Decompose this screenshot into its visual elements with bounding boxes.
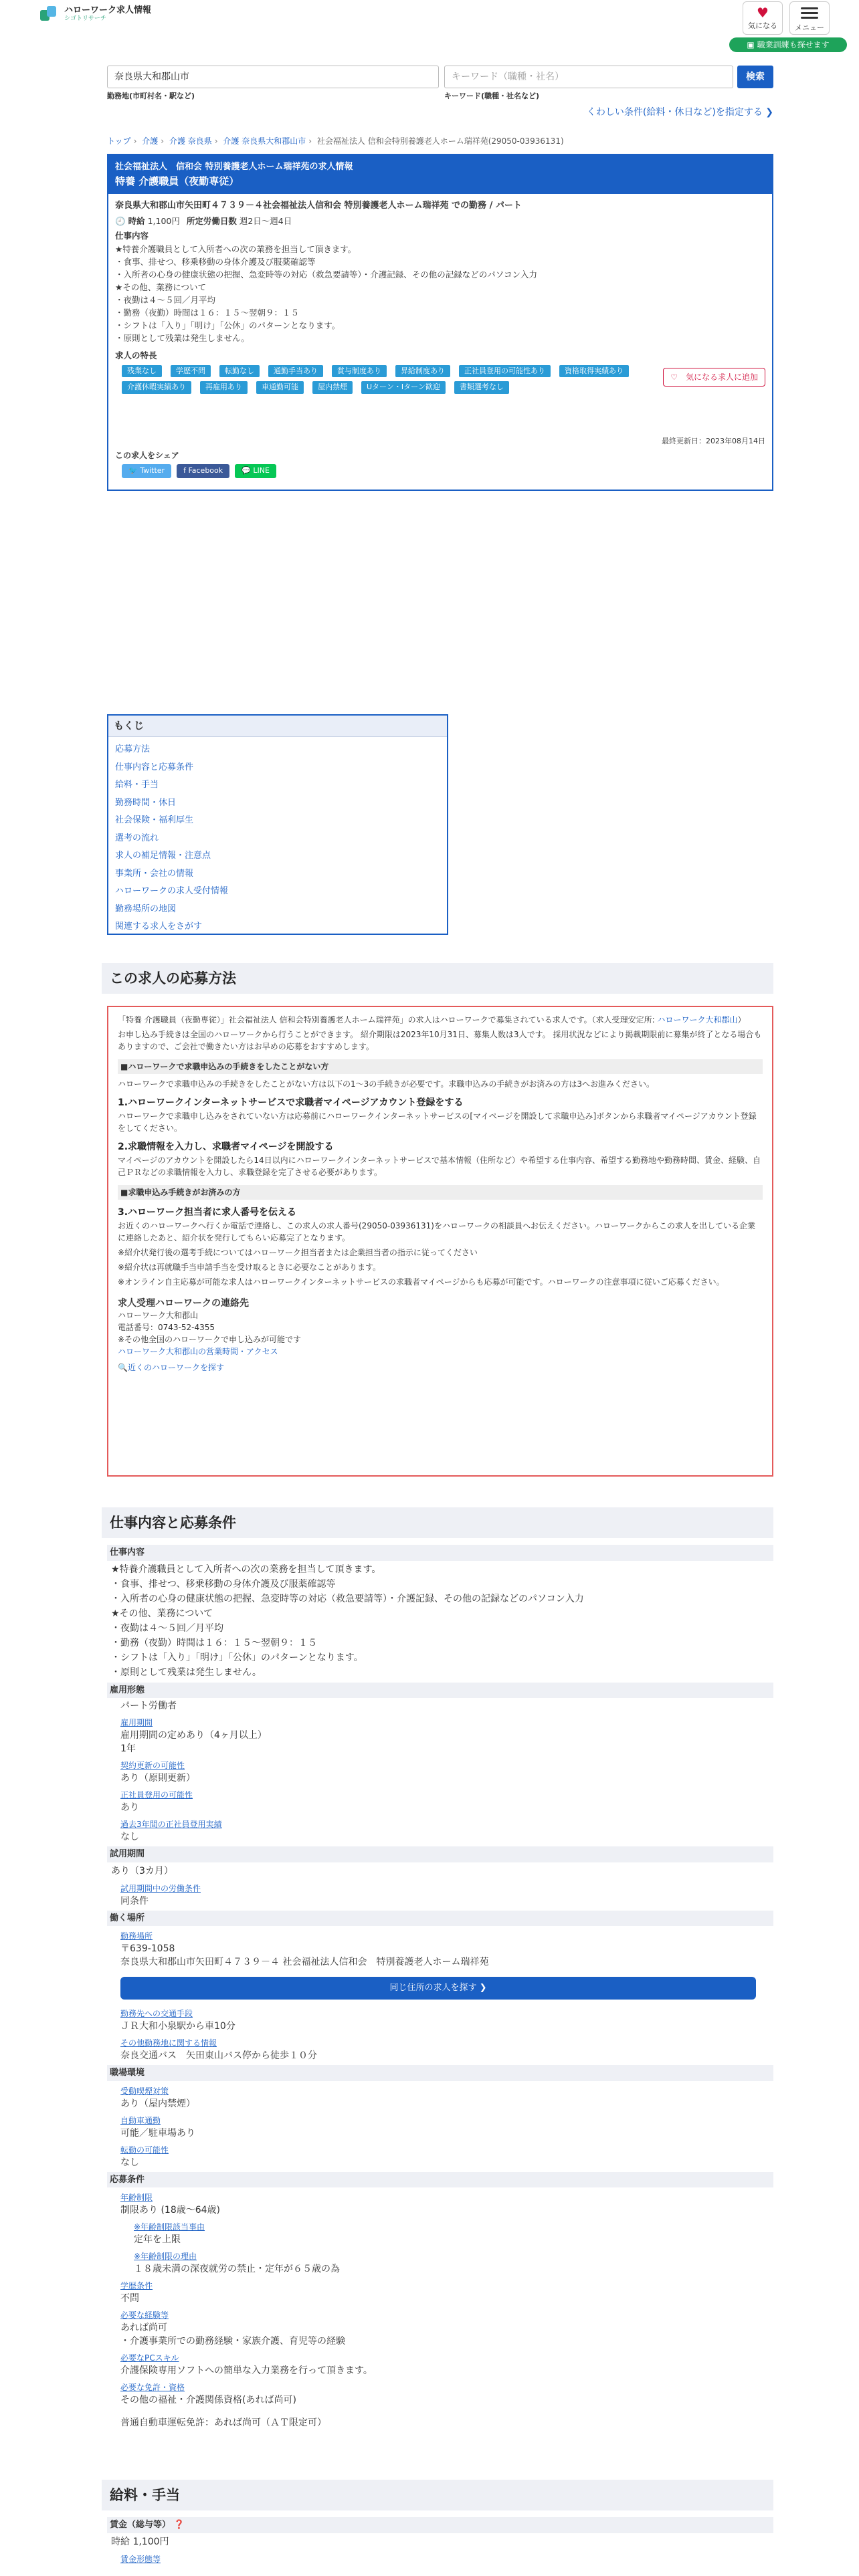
favorites-label: 気になる <box>748 21 777 30</box>
breadcrumb-care-nara[interactable]: 介護 奈良県 <box>169 136 212 146</box>
salary-heading: 給料・手当 <box>102 2480 773 2510</box>
toc-item[interactable]: 勤務場所の地図 <box>115 903 177 914</box>
line-icon: 💬 <box>242 466 254 475</box>
logo-mark-icon <box>40 6 60 22</box>
toc-item[interactable]: 関連する求人をさがす <box>115 922 203 932</box>
twitter-icon: 🐦 <box>128 466 140 475</box>
company-heading: 社会福祉法人 信和会 特別養護老人ホーム瑞祥苑の求人情報 <box>115 162 353 172</box>
step2-text: マイページのアカウントを開設したら14日以内にハローワークインターネットサービスで基本情報（住所など）や希望する仕事内容、希望する勤務地や勤務時間、賃金、経験、自己ＰＲなどの求職情報を入力し、求職登録を完了させる必要があります。 <box>118 1156 761 1177</box>
feature-tag[interactable]: 車通勤可能 <box>256 381 304 394</box>
facebook-icon: f <box>183 466 189 475</box>
search-button[interactable]: 検索 <box>737 66 773 88</box>
place-input[interactable]: 奈良県大和郡山市 <box>107 66 439 88</box>
cat-env: 職場環境 <box>107 2065 773 2081</box>
features-label: 求人の特長 <box>115 350 157 360</box>
feature-tag[interactable]: 賞与制度あり <box>332 365 387 378</box>
step2-title: 2.求職情報を入力し、求職者マイページを開設する <box>118 1142 334 1152</box>
place-hint: 勤務地(市町村名・駅など) <box>107 92 195 100</box>
site-header <box>0 0 859 53</box>
feature-tag[interactable]: 学歴不問 <box>171 365 211 378</box>
toc-item[interactable]: 選考の流れ <box>115 833 159 843</box>
band-registered: ■求職申込み手続きがお済みの方 <box>118 1185 763 1200</box>
band-new-applicant: ■ハローワークで求職申込みの手続きをしたことがない方 <box>118 1059 763 1074</box>
step3-line: ※オンライン自主応募が可能な求人はハローワークインターネットサービスの求職者マイページからも応募が可能です。ハローワークの注意事項に従いご応募ください。 <box>118 1277 725 1287</box>
training-button[interactable] <box>729 37 847 52</box>
apply-intro2: お申し込み手続きは全国のハローワークから行うことができます。 紹介期限は2023年10月31日、募集人数は3人です。 採用状況などにより掲載期限前に募集が終了となる場合もありますので、ご会社で働きたい方はお早めの応募をおすすめします。 <box>118 1030 762 1051</box>
feature-tag[interactable]: 通勤手当あり <box>268 365 323 378</box>
feature-tag[interactable]: 昇給制度あり <box>395 365 450 378</box>
breadcrumb-care[interactable]: 介護 <box>142 136 159 146</box>
office-link[interactable]: ハローワーク大和郡山 <box>657 1015 738 1025</box>
training-label: 職業訓練も探せます <box>757 40 830 49</box>
details-heading: 仕事内容と応募条件 <box>102 1507 773 1538</box>
breadcrumb-care-city[interactable]: 介護 奈良県大和郡山市 <box>223 136 306 146</box>
feature-tag[interactable]: 資格取得実績あり <box>559 365 629 378</box>
logo-title: ハローワーク求人情報 <box>64 5 152 15</box>
cat-trial: 試用期間 <box>107 1846 773 1862</box>
share-line-button[interactable]: 💬 LINE <box>235 464 276 478</box>
apply-heading: この求人の応募方法 <box>102 963 773 994</box>
salary-line: 🕘 時給 1,100円 所定労働日数 週2日〜週4日 <box>115 215 292 226</box>
step1-title: 1.ハローワークインターネットサービスで求職者マイページアカウント登録をする <box>118 1097 464 1108</box>
step3-title: 3.ハローワーク担当者に求人番号を伝える <box>118 1207 297 1218</box>
cat-place: 働く場所 <box>107 1911 773 1927</box>
step1-text: ハローワークで求職申し込みをされていない方は応募前にハローワークインターネットサービスの[マイページを開設して求職申込み]ボタンから求職者マイページアカウント登録をしてください。 <box>118 1111 757 1133</box>
logo-subtitle: シゴトリサーチ <box>64 15 106 22</box>
toc-item[interactable]: 事業所・会社の情報 <box>115 868 194 879</box>
breadcrumb-current: 社会福祉法人 信和会特別養護老人ホーム瑞祥苑(29050-03936131) <box>316 136 564 146</box>
contact-office: ハローワーク大和郡山 <box>118 1311 199 1320</box>
details-list: 仕事内容 ★特養介護職員として入所者への次の業務を担当して頂きます。 ・食事、排せつ、移乗移動の身体介護及び服薬確認等 ・入所者の心身の健康状態の把握、急変時等の対応（救急要請等）・介護記録、その他の記録などのパソコン入力 ★その他、業務について ・夜勤は４～５回／月平均 ・勤務（夜勤）時間は１６：１５～翌朝９：１５ ・シフトは「入り」「明け」「公休」のパターンとなります。 ・原則として残業は発生しません。 雇用形態 パート労働者 雇用期間 雇用期間の定めあり（4ヶ月以上） 1年 契約更新の可能性 あり（原則更新） 正社員登用の可能性 あり 過去3年間の正社員登用実績 なし 試用期間 あり（3カ月） 試用期間中の労働条件 同条件 働く場所 勤務場所 〒639-1058 奈良県大和郡山市矢田町４７３９－４ 社会福祉法人信和会 特別養護老人ホーム瑞祥苑 同じ住所の求人を探す ❯ 勤務先への交通手段 ＪＲ大和小泉駅から車10分 その他勤務地に関する情報 奈良交通バス 矢田東山バス停から徒歩１０分 職場環境 受動喫煙対策 あり（屋内禁煙） 自動車通勤 可能／駐車場あり 転勤の可能性 なし 応募条件 年齢制限 制限あり (18歳〜64歳) ※年齢制限該当事由 定年を上限 ※年齢制限の理由 １８歳未満の深夜就労の禁止・定年が６５歳の為 学歴条件 不問 必要な経験等 あれば尚可 ・介護事業所での勤務経験・家族介護、育児等の経験 必要なPCスキル 介護保険専用ソフトへの簡単な入力業務を行って頂きます。 必要な免許・資格 その他の福祉・介護関係資格(あれば尚可) 普通自動車運転免許：あれば尚可（ＡＴ限定可） <box>107 1542 773 2430</box>
site-logo[interactable] <box>40 5 151 23</box>
help-icon[interactable]: ❓ <box>173 2520 185 2530</box>
clock-icon: 🕘 <box>115 215 126 226</box>
content-label: 仕事内容 <box>115 231 149 241</box>
breadcrumb: トップ › 介護 › 介護 奈良県 › 介護 奈良県大和郡山市 › 社会福祉法人 信和会特別養護老人ホーム瑞祥苑(29050-03936131) <box>107 136 564 146</box>
toc-item[interactable]: ハローワークの求人受付情報 <box>115 886 229 896</box>
office-access-link[interactable]: ハローワーク大和郡山の営業時間・アクセス <box>118 1347 278 1356</box>
step3-line: ※紹介状発行後の選考手続についてはハローワーク担当者または企業担当者の指示に従ってください <box>118 1248 478 1257</box>
toc-title: もくじ <box>108 716 447 737</box>
search-icon: 🔍 <box>118 1363 128 1372</box>
share-twitter-button[interactable]: 🐦 Twitter <box>122 464 171 478</box>
training-icon: ▣ <box>747 40 757 49</box>
feature-tag[interactable]: 屋内禁煙 <box>312 381 353 394</box>
updated-date: 最終更新日：2023年08月14日 <box>662 437 765 445</box>
table-of-contents <box>107 714 448 935</box>
job-title: 特養 介護職員（夜勤専従） <box>115 175 240 187</box>
feature-tag[interactable]: 介護休暇実績あり <box>122 381 191 394</box>
step3-line: ※紹介状は再就職手当申請手当を受け取るときに必要なことがあります。 <box>118 1263 381 1272</box>
contact-tel: 電話番号：0743-52-4355 <box>118 1323 215 1332</box>
toc-item[interactable]: 求人の補足情報・注意点 <box>115 851 211 861</box>
band1-text: ハローワークで求職申込みの手続きをしたことがない方は以下の1〜3の手続きが必要です。求職申込みの手続きがお済みの方は3へお進みください。 <box>118 1079 654 1089</box>
feature-tag[interactable]: 転勤なし <box>219 365 260 378</box>
feature-tag[interactable]: Uターン・Iターン歓迎 <box>361 381 446 394</box>
step3-line: お近くのハローワークへ行くか電話で連絡し、この求人の求人番号(29050-03936131)をハローワークの相談員へお伝えください。ハローワークからこの求人を出している企業に連絡したあと、紹介状を発行してもらい応募完了となります。 <box>118 1221 755 1243</box>
job-summary-card <box>107 154 773 491</box>
cat-employment: 雇用形態 <box>107 1683 773 1699</box>
contact-note: ※その他全国のハローワークで申し込みが可能です <box>118 1335 302 1344</box>
breadcrumb-top[interactable]: トップ <box>107 136 131 146</box>
feature-tag[interactable]: 書類選考なし <box>454 381 509 394</box>
same-address-button[interactable]: 同じ住所の求人を探す ❯ <box>120 1977 756 2000</box>
keyword-input[interactable]: キーワード（職種・社名） <box>444 66 733 88</box>
toc-item[interactable]: 給料・手当 <box>115 780 159 790</box>
salary-list <box>107 2514 773 2565</box>
share-label: この求人をシェア <box>115 451 179 460</box>
toc-item[interactable]: 勤務時間・休日 <box>115 797 177 808</box>
feature-tag[interactable]: 残業なし <box>122 365 162 378</box>
hamburger-icon <box>801 7 818 19</box>
menu-label: メニュー <box>795 23 824 32</box>
contact-title: 求人受理ハローワークの連絡先 <box>118 1298 249 1309</box>
apply-method-box <box>107 1006 773 1477</box>
share-facebook-button[interactable]: f Facebook <box>177 464 229 478</box>
keyword-hint: キーワード(職種・社名など) <box>444 92 540 100</box>
menu-button[interactable] <box>789 1 830 35</box>
feature-tag[interactable]: 再雇用あり <box>200 381 248 394</box>
wage-label: 賃金（総与等） <box>110 2520 171 2530</box>
wage-type-label[interactable]: 賃金形態等 <box>120 2554 161 2564</box>
heart-icon: ♥ <box>757 5 769 21</box>
add-favorite-button[interactable]: ♡ 気になる求人に追加 <box>663 368 765 387</box>
apply-intro: 「特養 介護職員（夜勤専従）」社会福祉法人 信和会特別養護老人ホーム瑞祥苑」の求人はハローワークで募集されている求人です。（求人受理安定所: ハローワーク大和郡山） <box>118 1015 746 1025</box>
feature-tag[interactable]: 正社員登用の可能性あり <box>459 365 551 378</box>
find-office-link[interactable]: 近くのハローワークを探す <box>127 1363 224 1372</box>
toc-item[interactable]: 仕事内容と応募条件 <box>115 762 194 772</box>
cat-requirements: 応募条件 <box>107 2172 773 2188</box>
content-text: ★特養介護職員として入所者への次の業務を担当して頂きます。 ・食事、排せつ、移乗移動の身体介護及び服薬確認等 ・入所者の心身の健康状態の把握、急変時等の対応（救急要請等）・介護記録、その他の記録などのパソコン入力 ★その他、業務について ・夜勤は４～５回／月平均 ・勤務（夜勤）時間は１６：１５～翌朝９：１５ ・シフトは「入り」「明け」「公休」のパターンとなります。 ・原則として残業は発生しません。 <box>115 244 538 343</box>
detail-conditions-link[interactable]: くわしい条件(給料・休日など)を指定する ❯ <box>586 107 773 118</box>
favorites-button[interactable] <box>743 1 783 35</box>
wage-value: 時給 1,100円 <box>111 2536 169 2547</box>
toc-item[interactable]: 社会保険・福利厚生 <box>115 815 194 825</box>
cat-content: 仕事内容 <box>107 1545 773 1561</box>
toc-item[interactable]: 応募方法 <box>115 744 151 754</box>
job-address: 奈良県大和郡山市矢田町４７３９－４社会福祉法人信和会 特別養護老人ホーム瑞祥苑 での勤務 / パート <box>115 201 522 211</box>
